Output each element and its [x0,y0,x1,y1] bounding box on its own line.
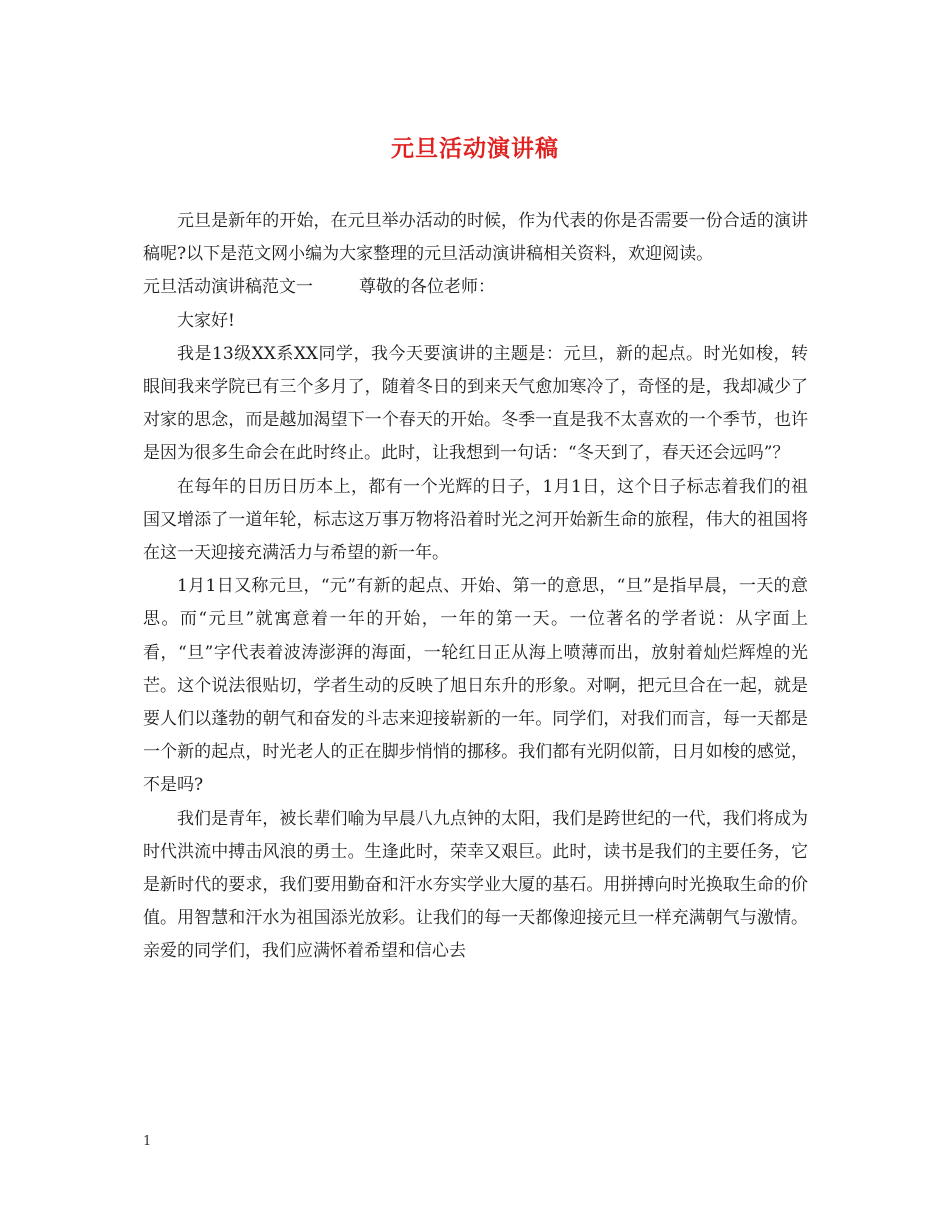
intro-paragraph: 元旦是新年的开始，在元旦举办活动的时候，作为代表的你是否需要一份合适的演讲稿呢?以下是范文网小编为大家整理的元旦活动演讲稿相关资料，欢迎阅读。 [143,211,808,265]
page-number: 1 [143,1134,152,1149]
document-body [143,205,808,969]
body-paragraph: 我是13级XX系XX同学，我今天要演讲的主题是：元旦，新的起点。时光如梭，转眼间我来学院已有三个多月了，随着冬日的到来天气愈加寒冷了，奇怪的是，我却减少了对家的思念，而是越加渴望下一个春天的开始。冬季一直是我不太喜欢的一个季节，也许是因为很多生命会在此时终止。此时，让我想到一句话：“冬天到了，春天还会远吗”？ [143,343,808,464]
body-paragraph: 在每年的日历日历本上，都有一个光辉的日子，1月1日，这个日子标志着我们的祖国又增添了一道年轮，标志这万事万物将沿着时光之河开始新生命的旅程，伟大的祖国将在这一天迎接充满活力与希望的新一年。 [143,476,808,564]
body-paragraph: 我们是青年，被长辈们喻为早晨八九点钟的太阳，我们是跨世纪的一代，我们将成为时代洪流中搏击风浪的勇士。生逢此时，荣幸又艰巨。此时，读书是我们的主要任务，它是新时代的要求，我们要用勤奋和汗水夯实学业大厦的基石。用拼搏向时光换取生命的价值。用智慧和汗水为祖国添光放彩。让我们的每一天都像迎接元旦一样充满朝气与激情。亲爱的同学们，我们应满怀着希望和信心去 [143,808,808,962]
section-heading: 元旦活动演讲稿范文一 [143,277,313,298]
greeting: 大家好! [177,310,235,331]
document-title: 元旦活动演讲稿 [391,135,559,162]
salutation: 尊敬的各位老师： [359,277,495,298]
body-paragraph: 1月1日又称元旦，“元”有新的起点、开始、第一的意思，“旦”是指早晨，一天的意思。而“元旦”就寓意着一年的开始，一年的第一天。一位著名的学者说：从字面上看，“旦”字代表着波涛澎湃的海面，一轮红日正从海上喷薄而出，放射着灿烂辉煌的光芒。这个说法很贴切，学者生动的反映了旭日东升的形象。对啊，把元旦合在一起，就是要人们以蓬勃的朝气和奋发的斗志来迎接崭新的一年。同学们，对我们而言，每一天都是一个新的起点，时光老人的正在脚步悄悄的挪移。我们都有光阴似箭，日月如梭的感觉，不是吗? [143,576,808,796]
section-heading-line [143,271,808,304]
